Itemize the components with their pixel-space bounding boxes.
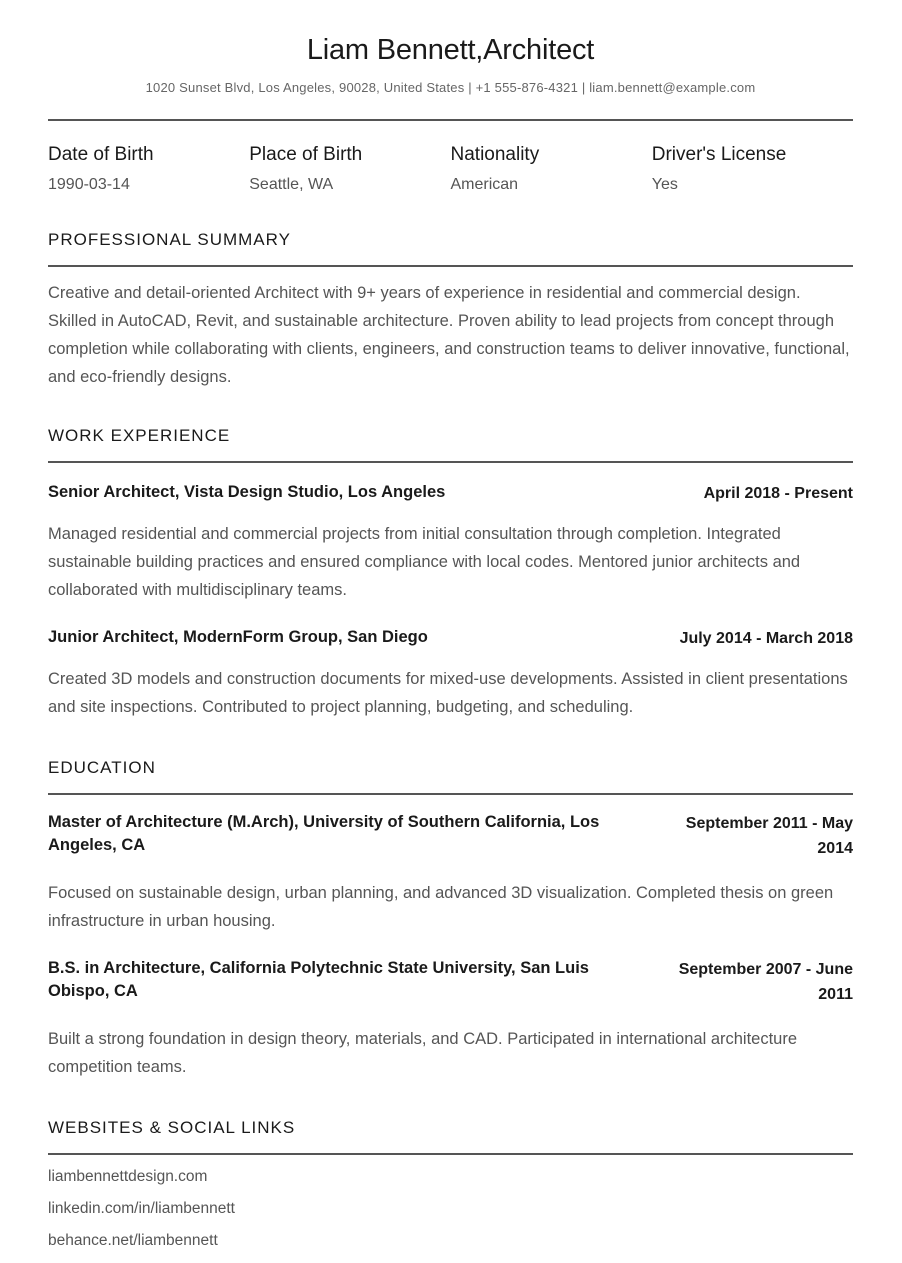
section-title: WORK EXPERIENCE: [48, 426, 231, 445]
job-description: Managed residential and commercial projects from initial consultation through completion. Integrated sustainable building practices and ensured compliance with local codes. Mentored junior architects and collaborated with multidisciplinary teams.: [48, 525, 801, 599]
education-description: Focused on sustainable design, urban planning, and advanced 3D visualization. Completed thesis on green infrastructure in urban housing.: [48, 884, 834, 930]
education-entry: [48, 957, 853, 1081]
header-divider: [48, 119, 853, 121]
personal-label: Nationality: [450, 144, 540, 165]
section-title: EDUCATION: [48, 758, 156, 777]
website-link[interactable]: liambennettdesign.com: [48, 1168, 208, 1185]
section-divider: [48, 793, 853, 795]
links-list: [48, 1167, 853, 1251]
personal-date-of-birth: [48, 143, 249, 195]
personal-drivers-license: [652, 143, 853, 195]
education-section: [48, 757, 853, 1081]
summary-text: Creative and detail-oriented Architect with 9+ years of experience in residential and commercial design. Skilled in AutoCAD, Revit, and sustainable architecture. Proven ability to lead projects from concept through completion while collaborating with clients, engineers, and construction teams to deliver innovative, functional, and eco-friendly designs.: [48, 284, 850, 386]
section-divider: [48, 1153, 853, 1155]
behance-link[interactable]: behance.net/liambennett: [48, 1232, 218, 1249]
job-description: Created 3D models and construction documents for mixed-use developments. Assisted in client presentations and site inspections. Contributed to project planning, budgeting, and scheduling.: [48, 670, 848, 716]
education-entry: [48, 811, 853, 935]
personal-label: Driver's License: [651, 144, 787, 165]
job-dates: July 2014 - March 2018: [679, 630, 853, 647]
personal-value: American: [450, 176, 519, 193]
section-title: PROFESSIONAL SUMMARY: [48, 230, 291, 249]
education-dates: September 2007 - June 2011: [678, 961, 853, 1003]
personal-place-of-birth: [249, 143, 450, 195]
resume-name-title: Liam Bennett,Architect: [306, 34, 595, 66]
personal-details: [48, 143, 853, 195]
personal-value: Yes: [651, 176, 678, 193]
work-entry: [48, 481, 853, 604]
degree-title: B.S. in Architecture, California Polytechnic State University, San Luis Obispo, CA: [48, 959, 589, 1000]
job-title: Senior Architect, Vista Design Studio, Los Angeles: [48, 483, 446, 501]
professional-summary-section: [48, 229, 853, 391]
contact-line: 1020 Sunset Blvd, Los Angeles, 90028, United States | +1 555-876-4321 | liam.bennett@example.com: [145, 80, 756, 95]
degree-title: Master of Architecture (M.Arch), University of Southern California, Los Angeles, CA: [48, 813, 600, 854]
personal-value: Seattle, WA: [249, 176, 334, 193]
work-entry: [48, 626, 853, 721]
work-experience-section: [48, 425, 853, 721]
education-dates: September 2011 - May 2014: [685, 815, 853, 857]
job-dates: April 2018 - Present: [703, 485, 853, 502]
linkedin-link[interactable]: linkedin.com/in/liambennett: [48, 1200, 235, 1217]
personal-value: 1990-03-14: [48, 176, 130, 193]
websites-social-links-section: [48, 1117, 853, 1251]
job-title: Junior Architect, ModernForm Group, San Diego: [48, 628, 428, 646]
entry-header: [48, 626, 853, 651]
resume-page: [48, 0, 853, 1263]
section-divider: [48, 265, 853, 267]
entry-header: [48, 811, 853, 861]
section-title: WEBSITES & SOCIAL LINKS: [48, 1118, 296, 1137]
personal-nationality: [451, 143, 652, 195]
section-divider: [48, 461, 853, 463]
entry-header: [48, 481, 853, 506]
personal-label: Place of Birth: [249, 144, 363, 165]
entry-header: [48, 957, 853, 1007]
personal-label: Date of Birth: [48, 144, 154, 165]
education-description: Built a strong foundation in design theory, materials, and CAD. Participated in international architecture competition teams.: [48, 1030, 798, 1076]
